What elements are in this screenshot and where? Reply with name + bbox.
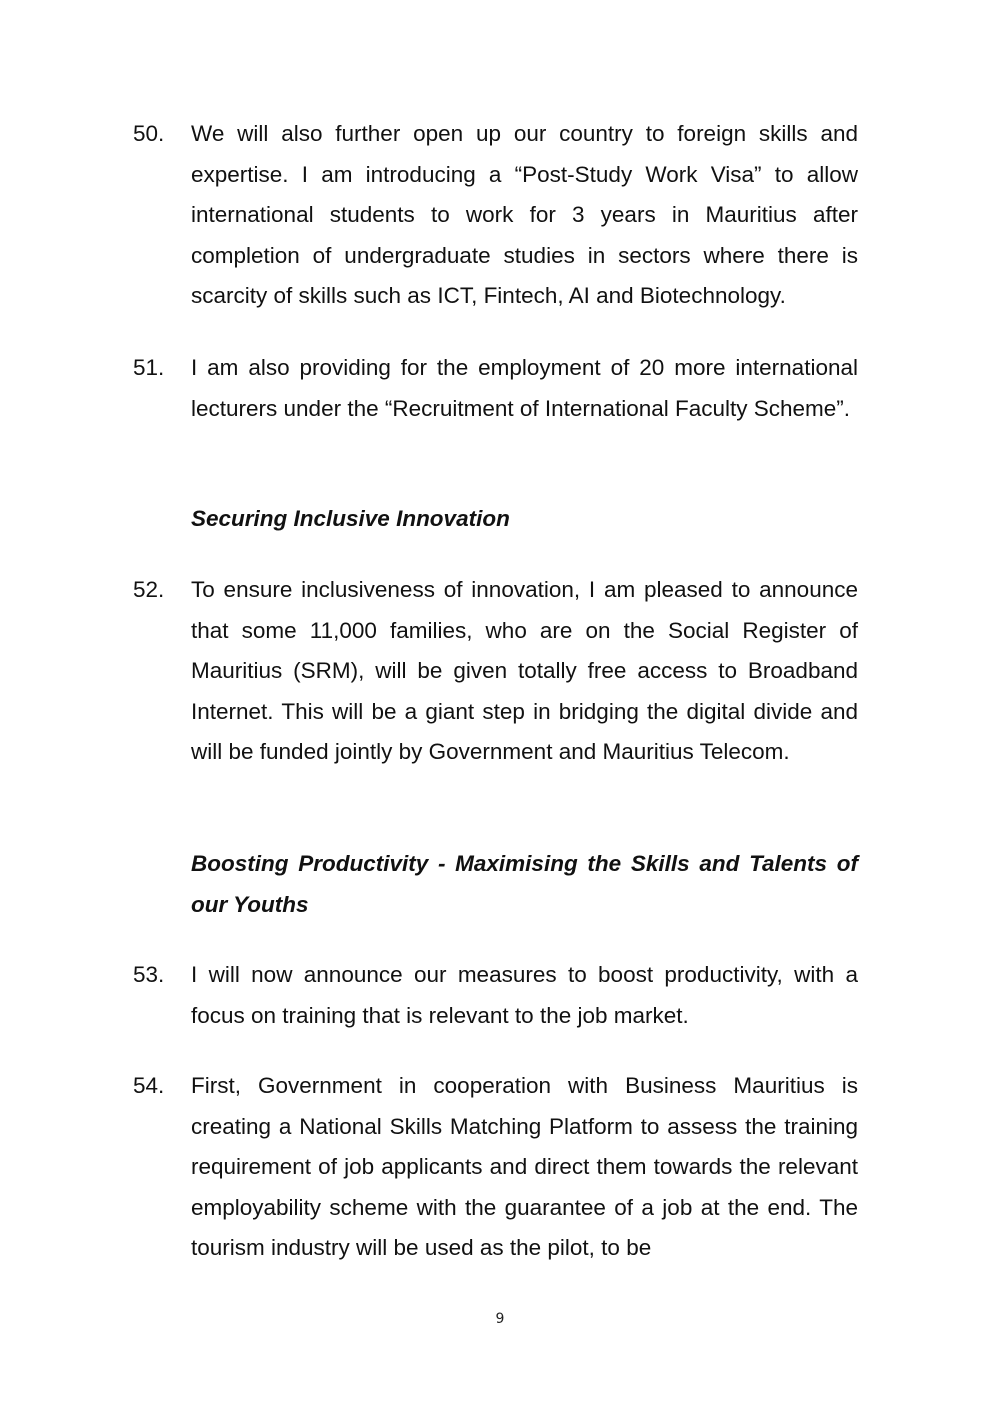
paragraph-number: 51.	[133, 355, 165, 380]
paragraph-50	[133, 114, 858, 317]
section-heading-inclusive-innovation: Securing Inclusive Innovation	[191, 506, 510, 531]
paragraph-text: We will also further open up our country to foreign skills and expertise. I am introducing a “Post-Study Work Visa” to allow international students to work for 3 years in Mauritius after completion of undergraduate studies in sectors where there is scarcity of skills such as ICT, Fintech, AI and Biotechnology.	[191, 121, 858, 309]
paragraph-text: To ensure inclusiveness of innovation, I am pleased to announce that some 11,000 families, who are on the Social Register of Mauritius (SRM), will be given totally free access to Broadband Internet. This will be a giant step in bridging the digital divide and will be funded jointly by Government and Mauritius Telecom.	[191, 577, 858, 765]
paragraph-number: 52.	[133, 577, 165, 602]
paragraph-51	[133, 348, 858, 429]
paragraph-53	[133, 955, 858, 1036]
paragraph-text: First, Government in cooperation with Business Mauritius is creating a National Skills Matching Platform to assess the training requirement of job applicants and direct them towards the relevant employability scheme with the guarantee of a job at the end. The tourism industry will be used as the pilot, to be	[191, 1073, 858, 1261]
section-heading-boosting-productivity: Boosting Productivity - Maximising the Skills and Talents of our Youths	[191, 851, 858, 917]
paragraph-54	[133, 1066, 858, 1269]
paragraph-text: I am also providing for the employment of 20 more international lecturers under the “Recruitment of International Faculty Scheme”.	[191, 355, 858, 421]
paragraph-number: 54.	[133, 1073, 165, 1098]
page-number: 9	[495, 1311, 505, 1327]
paragraph-text: I will now announce our measures to boost productivity, with a focus on training that is relevant to the job market.	[191, 962, 858, 1028]
paragraph-number: 53.	[133, 962, 165, 987]
paragraph-52	[133, 570, 858, 773]
paragraph-number: 50.	[133, 121, 165, 146]
